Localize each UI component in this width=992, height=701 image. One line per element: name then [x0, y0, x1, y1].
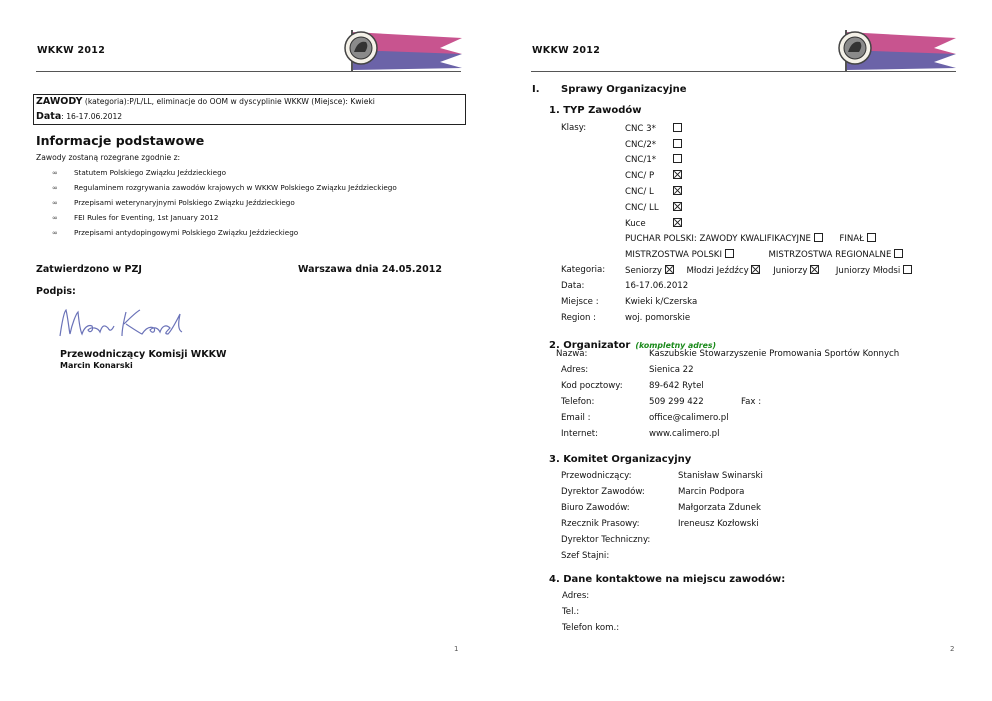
page-number: 2 — [950, 645, 955, 653]
komitet-value: Ireneusz Kozłowski — [678, 519, 759, 529]
page-title: Informacje podstawowe — [36, 133, 205, 148]
subsection-1-title: 1. TYP Zawodów — [549, 105, 642, 116]
kategoria-label: Kategoria: — [561, 265, 606, 275]
chair-title: Przewodniczący Komisji WKKW — [60, 349, 227, 360]
section-title: Sprawy Organizacyjne — [561, 84, 687, 95]
intro-text: Zawody zostaną rozegrane zgodnie z: — [36, 153, 181, 162]
komitet-value: Małgorzata Zdunek — [678, 503, 762, 513]
mistrzostwa-row: MISTRZOSTWA POLSKI MISTRZOSTWA REGIONALNE — [625, 249, 903, 260]
bullet-icon: ∞ — [52, 199, 58, 207]
chair-name: Marcin Konarski — [60, 361, 133, 370]
page-header: WKKW 2012 — [532, 45, 601, 56]
place-date-text: Warszawa dnia 24.05.2012 — [298, 264, 442, 275]
data-label: Data — [36, 111, 62, 122]
zawody-text: (kategoria):P/L/LL, eliminacje do OOM w dyscyplinie WKKW (Miejsce): Kwieki — [82, 97, 375, 106]
class-item: CNC/ L — [625, 186, 682, 197]
kontakt-label: Adres: — [562, 591, 590, 601]
class-item: CNC/2* — [625, 139, 682, 150]
list-item: ∞ Przepisami weterynaryjnymi Polskiego Związku Jeździeckiego — [52, 198, 295, 207]
approved-text: Zatwierdzono w PZJ — [36, 264, 142, 275]
info-label: Data: — [561, 281, 585, 291]
checkbox-unchecked[interactable] — [725, 249, 734, 258]
section-number: I. — [532, 84, 540, 95]
org-value: Sienica 22 — [649, 365, 694, 375]
header-rule — [36, 71, 461, 72]
kontakt-label: Tel.: — [562, 607, 580, 617]
bullet-icon: ∞ — [52, 169, 58, 177]
bullet-icon: ∞ — [52, 229, 58, 237]
checkbox-checked[interactable] — [673, 202, 682, 211]
page-number: 1 — [454, 645, 459, 653]
checkbox-unchecked[interactable] — [673, 154, 682, 163]
data-text: : 16-17.06.2012 — [61, 112, 123, 121]
info-label: Miejsce : — [561, 297, 599, 307]
checkbox-unchecked[interactable] — [673, 139, 682, 148]
kategoria-row: Seniorzy Młodzi Jeźdźcy Juniorzy Juniorzy Młodsi — [625, 265, 912, 276]
org-value: office@calimero.pl — [649, 413, 729, 423]
list-item: ∞ Regulaminem rozgrywania zawodów krajowych w WKKW Polskiego Związku Jeździeckiego — [52, 183, 397, 192]
komitet-label: Biuro Zawodów: — [561, 503, 630, 513]
handwritten-signature — [54, 300, 194, 344]
list-item: ∞ Przepisami antydopingowymi Polskiego Związku Jeździeckiego — [52, 228, 299, 237]
signature-label: Podpis: — [36, 286, 76, 297]
class-item: CNC/ P — [625, 170, 682, 181]
info-value: woj. pomorskie — [625, 313, 691, 323]
komitet-label: Szef Stajni: — [561, 551, 610, 561]
checkbox-unchecked[interactable] — [894, 249, 903, 258]
info-value: 16-17.06.2012 — [625, 281, 689, 291]
org-label: Internet: — [561, 429, 599, 439]
checkbox-checked[interactable] — [673, 186, 682, 195]
org-label: Email : — [561, 413, 591, 423]
org-label: Adres: — [561, 365, 589, 375]
info-value: Kwieki k/Czerska — [625, 297, 698, 307]
org-value: Kaszubskie Stowarzyszenie Promowania Sportów Konnych — [649, 349, 900, 359]
class-item: CNC/1* — [625, 154, 682, 165]
fax-label: Fax : — [741, 397, 762, 407]
komitet-label: Przewodniczący: — [561, 471, 632, 481]
event-info-line — [36, 96, 375, 107]
event-date-line — [36, 111, 122, 122]
bullet-icon: ∞ — [52, 214, 58, 222]
flag-logo-icon — [834, 28, 956, 72]
komitet-label: Rzecznik Prasowy: — [561, 519, 640, 529]
puchar-row: PUCHAR POLSKI: ZAWODY KWALIFIKACYJNE FINAŁ — [625, 233, 876, 244]
checkbox-unchecked[interactable] — [814, 233, 823, 242]
org-label: Nazwa: — [556, 349, 588, 359]
checkbox-checked[interactable] — [810, 265, 819, 274]
komitet-value: Stanisław Swinarski — [678, 471, 763, 481]
kontakt-label: Telefon kom.: — [562, 623, 620, 633]
komitet-value: Marcin Podpora — [678, 487, 745, 497]
list-item: ∞ Statutem Polskiego Związku Jeździeckiego — [52, 168, 227, 177]
klasy-label: Klasy: — [561, 123, 587, 133]
org-label: Kod pocztowy: — [561, 381, 623, 391]
page-header: WKKW 2012 — [37, 45, 106, 56]
class-item: Kuce — [625, 218, 682, 229]
org-label: Telefon: — [561, 397, 595, 407]
org-value: 89-642 Rytel — [649, 381, 704, 391]
checkbox-unchecked[interactable] — [673, 123, 682, 132]
subsection-2-title: 2. Organizator (kompletny adres) — [549, 340, 717, 351]
checkbox-unchecked[interactable] — [867, 233, 876, 242]
checkbox-checked[interactable] — [665, 265, 674, 274]
class-item: CNC/ LL — [625, 202, 682, 213]
org-value: www.calimero.pl — [649, 429, 720, 439]
checkbox-checked[interactable] — [673, 218, 682, 227]
komitet-label: Dyrektor Techniczny: — [561, 535, 651, 545]
info-label: Region : — [561, 313, 597, 323]
header-rule — [531, 71, 956, 72]
checkbox-checked[interactable] — [751, 265, 760, 274]
checkbox-checked[interactable] — [673, 170, 682, 179]
subsection-4-title: 4. Dane kontaktowe na miejscu zawodów: — [549, 574, 786, 585]
bullet-icon: ∞ — [52, 184, 58, 192]
org-value: 509 299 422 — [649, 397, 704, 407]
komitet-label: Dyrektor Zawodów: — [561, 487, 645, 497]
flag-logo-icon — [340, 28, 462, 72]
page-2 — [496, 0, 992, 701]
subsection-2-note: (kompletny adres) — [635, 341, 717, 350]
subsection-3-title: 3. Komitet Organizacyjny — [549, 454, 692, 465]
checkbox-unchecked[interactable] — [903, 265, 912, 274]
list-item: ∞ FEI Rules for Eventing, 1st January 2012 — [52, 213, 219, 222]
zawody-label: ZAWODY — [36, 96, 83, 107]
class-item: CNC 3* — [625, 123, 682, 134]
